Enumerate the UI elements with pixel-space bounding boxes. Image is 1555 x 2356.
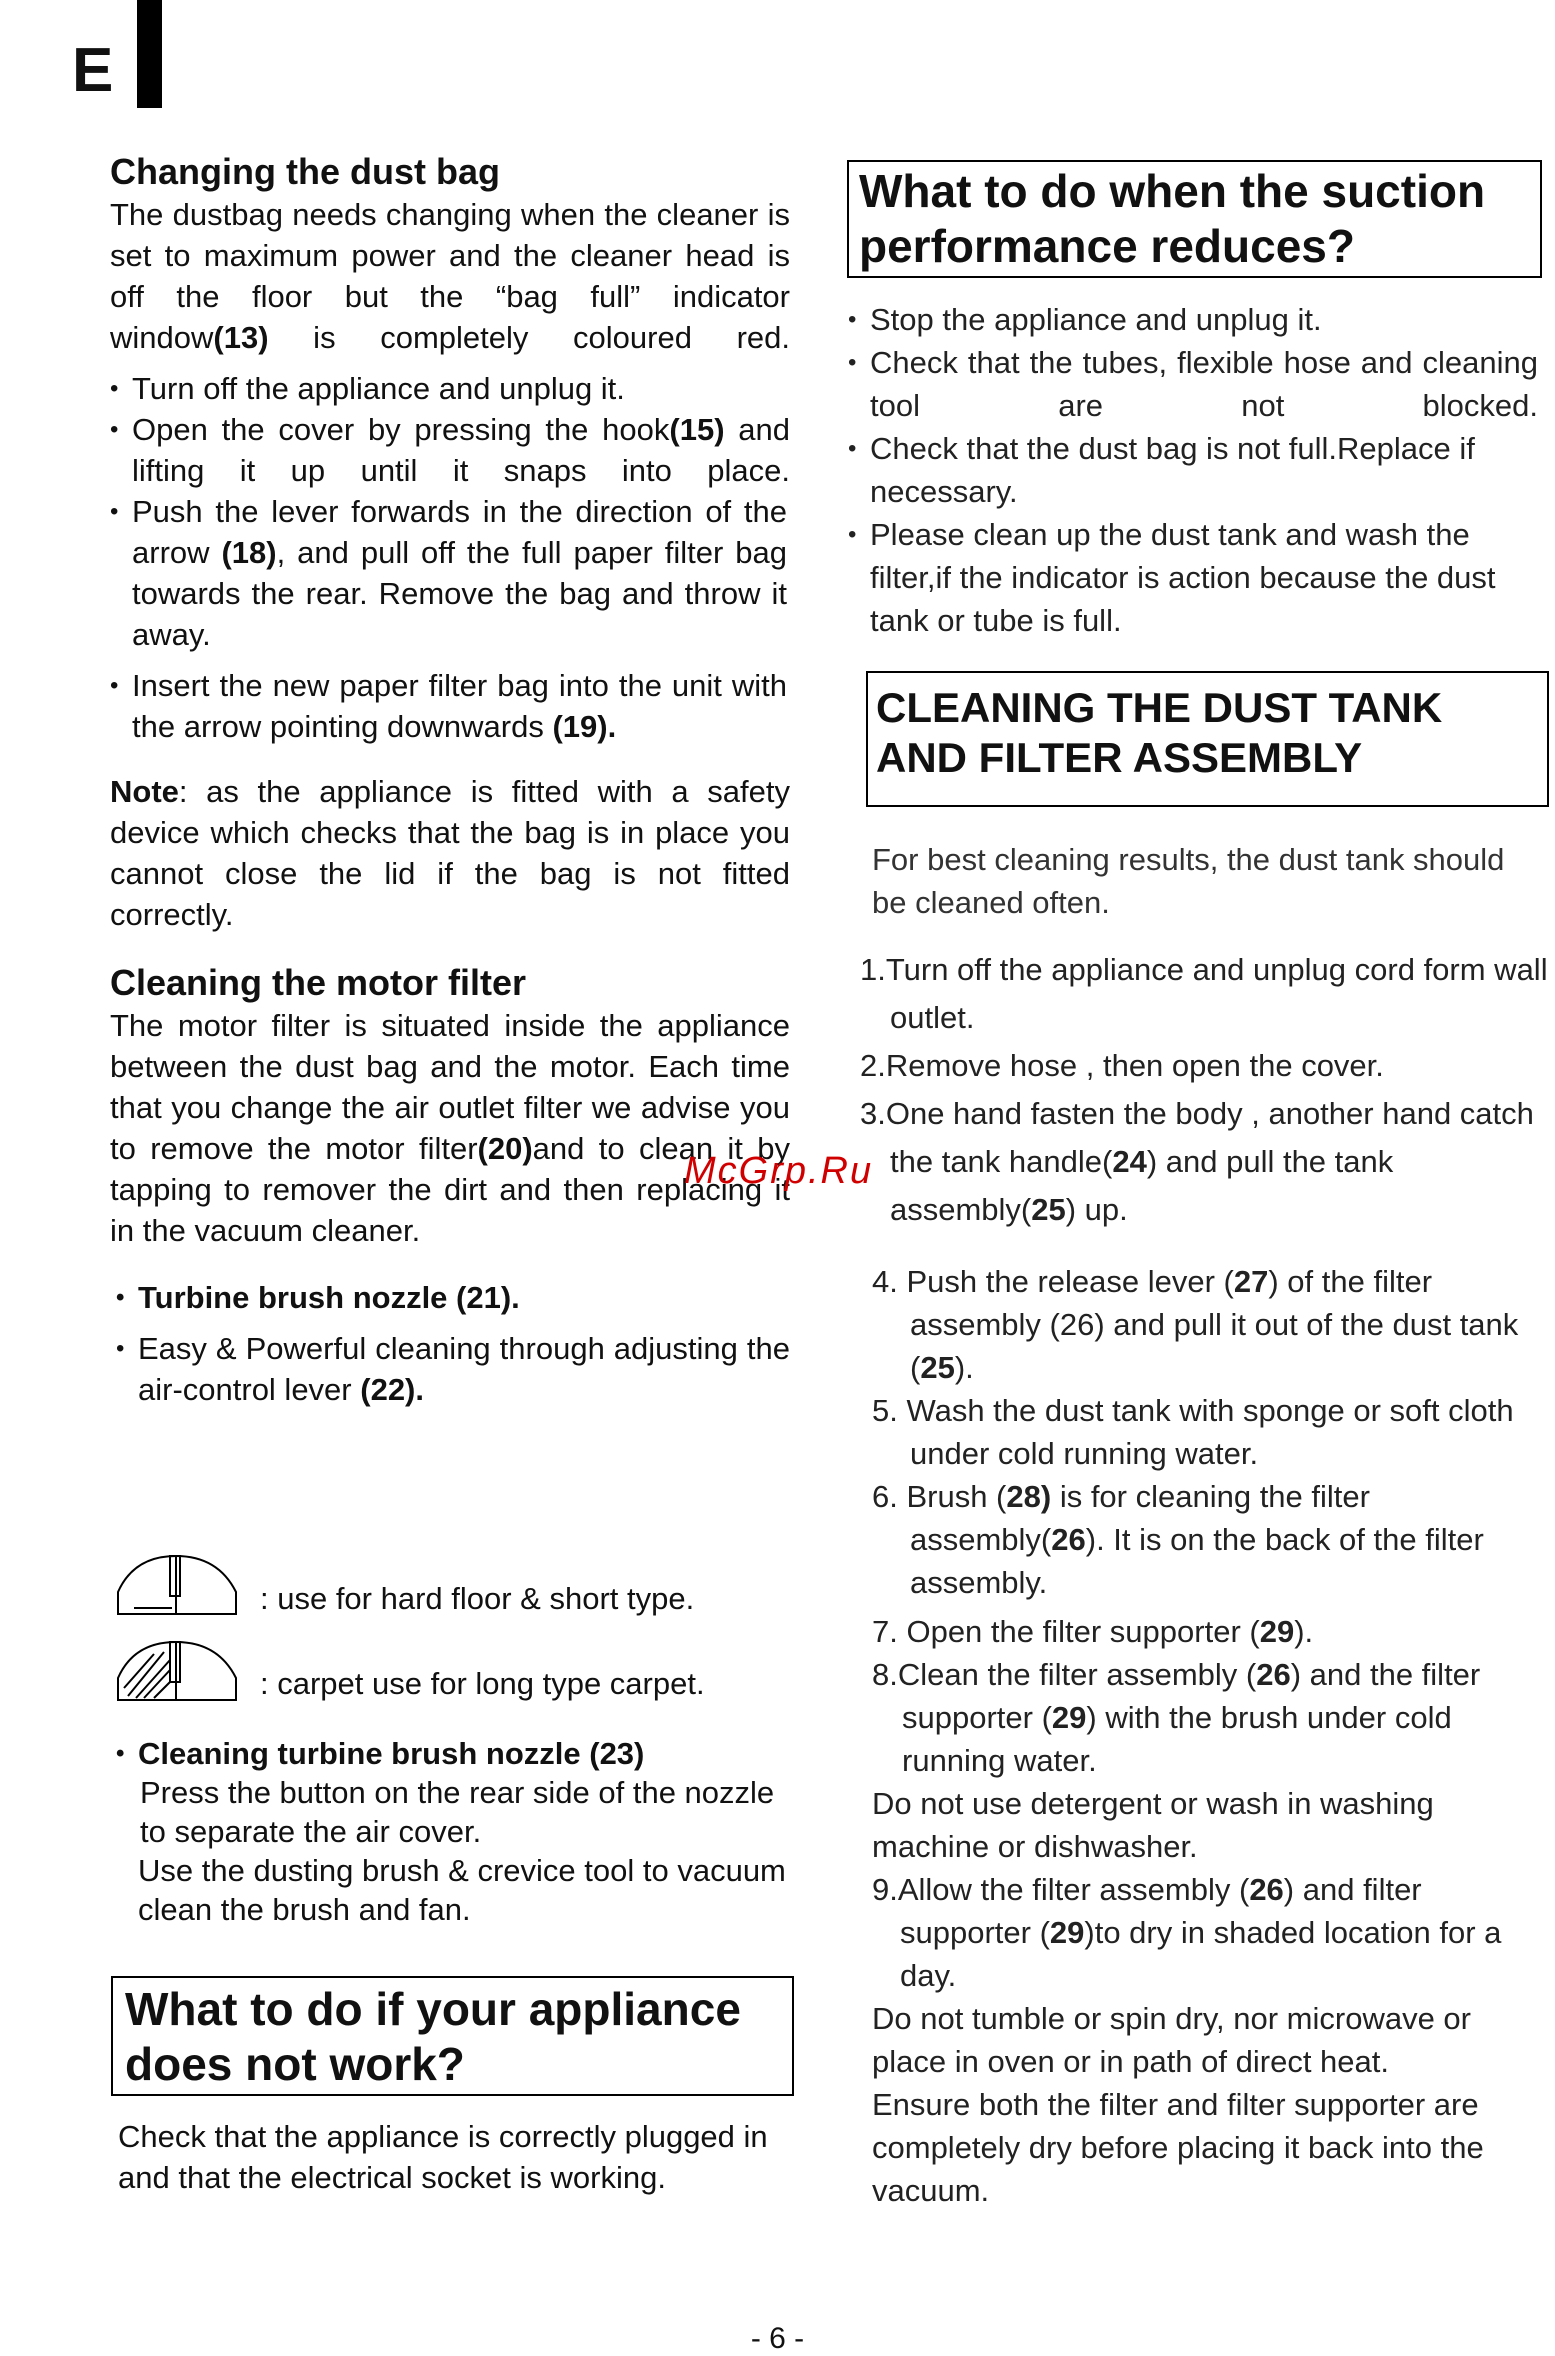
dust-tank-step-2: 2.Remove hose , then open the cover. xyxy=(860,1048,1384,1083)
turbine-cleaning-step-1: Press the button on the rear side of the nozzle to separate the air cover. xyxy=(140,1775,775,1849)
language-marker: E xyxy=(72,36,114,105)
turbine-cleaning-section xyxy=(116,1734,796,1929)
dust-tank-step-6: 6. Brush (28) is for cleaning the filter assembly(26). It is on the back of the filter assembly. xyxy=(872,1479,1484,1600)
dust-bag-step-2: • Open the cover by pressing the hook(15) and lifting it up until it snaps into place. xyxy=(110,409,790,491)
dust-bag-heading: Changing the dust bag xyxy=(110,151,500,192)
dust-tank-warning-2: Do not tumble or spin dry, nor microwave or place in oven or in path of direct heat. xyxy=(872,2001,1471,2079)
dust-bag-step-4: • Insert the new paper filter bag into the unit with the arrow pointing downwards (19). xyxy=(110,665,787,747)
dust-tank-heading: CLEANING THE DUST TANK AND FILTER ASSEMBLY xyxy=(866,671,1549,807)
suction-step-4: • Please clean up the dust tank and wash the filter,if the indicator is action because the dust tank or tube is full. xyxy=(848,513,1538,642)
dust-tank-step-7: 7. Open the filter supporter (29). xyxy=(872,1614,1314,1649)
dust-tank-step-3: 3.One hand fasten the body , another hand catch the tank handle(24) and pull the tank assembly(25) up. xyxy=(860,1096,1534,1227)
dust-bag-note: Note: as the appliance is fitted with a safety device which checks that the bag is in place you cannot close the lid if the bag is not fitted correctly. xyxy=(110,774,790,932)
left-column xyxy=(110,150,790,1410)
motor-filter-text: The motor filter is situated inside the appliance between the dust bag and the motor. Each time that you change the air outlet filter we advise you to remove the motor filter(20)and to clean it by tapping to remover the dirt and then replacing it in the vacuum cleaner. xyxy=(110,1008,790,1248)
suction-step-3: • Check that the dust bag is not full.Replace if necessary. xyxy=(848,427,1538,513)
not-work-text: Check that the appliance is correctly plugged in and that the electrical socket is working. xyxy=(118,2119,768,2195)
air-control-item: • Easy & Powerful cleaning through adjusting the air-control lever (22). xyxy=(116,1328,790,1410)
suction-list xyxy=(848,298,1538,642)
turbine-brush-item: • Turbine brush nozzle (21). xyxy=(116,1277,790,1318)
dust-tank-step-9: 9.Allow the filter assembly (26) and filter supporter (29)to dry in shaded location for a day. xyxy=(872,1872,1502,1993)
suction-heading: What to do when the suction performance reduces? xyxy=(847,160,1542,278)
turbine-cleaning-heading: • Cleaning turbine brush nozzle (23) xyxy=(116,1734,796,1773)
dust-tank-step-4: 4. Push the release lever (27) of the filter assembly (26) and pull it out of the dust tank (25). xyxy=(872,1264,1519,1385)
dust-tank-steps-1-3 xyxy=(860,946,1550,1234)
carpet-nozzle-icon xyxy=(114,1638,240,1704)
hard-floor-nozzle-icon xyxy=(114,1552,240,1618)
dust-tank-step-1: 1.Turn off the appliance and unplug cord form wall outlet. xyxy=(860,952,1548,1035)
page-number: - 6 - xyxy=(750,2322,805,2355)
language-bar xyxy=(137,0,162,108)
suction-step-1: • Stop the appliance and unplug it. xyxy=(848,298,1538,341)
motor-filter-heading: Cleaning the motor filter xyxy=(110,962,527,1003)
dust-tank-step-8: 8.Clean the filter assembly (26) and the filter supporter (29) with the brush under cold running water. xyxy=(872,1657,1481,1778)
dust-tank-step-5: 5. Wash the dust tank with sponge or soft cloth under cold running water. xyxy=(872,1393,1514,1471)
dust-tank-steps-4-9 xyxy=(872,1260,1552,2212)
suction-step-2: • Check that the tubes, flexible hose and cleaning tool are not blocked. xyxy=(848,341,1538,427)
dust-tank-warning-3: Ensure both the filter and filter supporter are completely dry before placing it back into the vacuum. xyxy=(872,2087,1484,2208)
not-work-heading: What to do if your appliance does not work? xyxy=(111,1976,794,2096)
turbine-cleaning-step-2: Use the dusting brush & crevice tool to vacuum clean the brush and fan. xyxy=(138,1853,786,1927)
dust-bag-step-1: • Turn off the appliance and unplug it. xyxy=(110,368,790,409)
dust-bag-intro: The dustbag needs changing when the cleaner is set to maximum power and the cleaner head is off the floor but the “bag full” indicator window(13) is completely coloured red. xyxy=(110,197,790,355)
dust-bag-step-3: • Push the lever forwards in the direction of the arrow (18), and pull off the full paper filter bag towards the rear. Remove the bag and throw it away. xyxy=(110,491,787,655)
dust-tank-intro: For best cleaning results, the dust tank should be cleaned often. xyxy=(872,842,1505,920)
watermark: McGrp.Ru xyxy=(684,1150,874,1192)
dust-tank-warning-1: Do not use detergent or wash in washing machine or dishwasher. xyxy=(872,1786,1434,1864)
hard-floor-label: : use for hard floor & short type. xyxy=(260,1581,695,1616)
carpet-label: : carpet use for long type carpet. xyxy=(260,1666,705,1701)
